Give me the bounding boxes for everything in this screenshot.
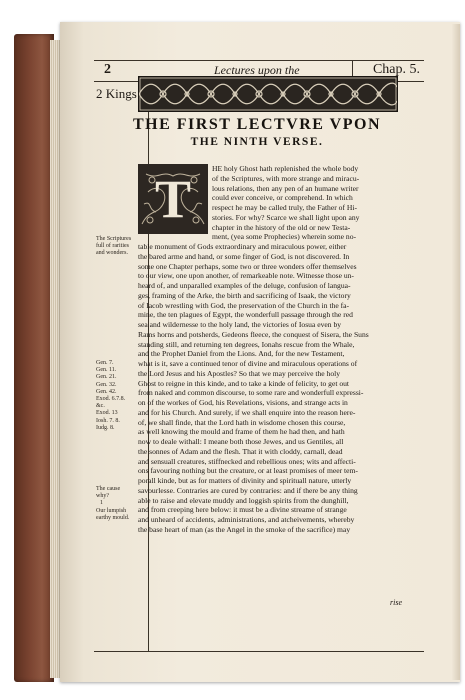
- text-line: standing still, and returning ten degrees, Ionahs rescue from the Whale,: [138, 339, 355, 349]
- text-line: stories. For why? Scarce we shall light upon any: [212, 212, 360, 222]
- text-line: able to raise and elevate muddy and loggish spirits from the dunghill,: [138, 495, 349, 505]
- margin-line: earthy mould.: [96, 514, 130, 521]
- book: [14, 22, 460, 682]
- text-line: porall kinde, but as for matters of divinity and spirituall nature, utterly: [138, 476, 352, 485]
- text-line: respect he may be called truly, the Father of Hi-: [212, 203, 357, 212]
- text-line: the base heart of man (as the Angel in the smoke of the sacrifice) may: [138, 524, 351, 534]
- margin-line: Iosh. 7. 8.: [96, 417, 120, 424]
- chapter-label: Chap. 5.: [372, 62, 420, 77]
- text-line: ment, (yea some Prophecies) wherein some no-: [212, 232, 357, 242]
- margin-line: and wonders.: [96, 250, 128, 257]
- margin-line: full of rarities: [96, 243, 129, 250]
- running-title: Lectures upon the: [214, 63, 300, 77]
- margin-line: Gen. 42.: [96, 388, 117, 395]
- catchword: rise: [390, 598, 402, 607]
- text-line: of Iacob wrestling with God, the preservation of the Church in the fa-: [138, 300, 350, 310]
- text-line: some one Chapter perhaps, some two or three wonders offer themselves: [138, 261, 357, 271]
- text-line: Ghost to reigne in this kinde, and to take a kinde of felicity, to get out: [138, 378, 350, 388]
- text-line: chapter in the history of the old or new Testa-: [212, 222, 351, 232]
- text-line: sea and wildernesse to the holy land, the victories of Iosua even by: [138, 320, 342, 329]
- text-line: mine, the ten plagues of Egypt, the wonderfull passage through the red: [138, 310, 353, 320]
- margin-line: Gen. 7.: [96, 360, 114, 366]
- margin-line: Exod. 13: [96, 410, 118, 417]
- text-line: heard of, and unparalled examples of the deluge, confusion of langua-: [138, 281, 351, 290]
- heading-line-2: THE NINTH VERSE.: [190, 136, 324, 148]
- text-line: what is it, save a continued tenor of divine and miraculous operations of: [138, 359, 358, 368]
- ornament-band: [138, 76, 398, 112]
- text-line: on of the workes of God, his Revelations, visions, and strange acts in: [138, 398, 348, 407]
- heading-line-1: THE FIRST LECTVRE VPON: [132, 116, 381, 133]
- lecture-heading: [116, 116, 398, 148]
- text-line: to our view, one upon another, of remarkeable note. Witnesse those un-: [138, 271, 354, 281]
- margin-line: &c.: [96, 403, 105, 410]
- margin-line: The Scriptures: [96, 236, 132, 242]
- margin-book-title: 2 Kings: [96, 86, 137, 101]
- text-line: of the Scriptures, with more strange and miracu-: [212, 173, 360, 183]
- margin-line: why?: [96, 493, 109, 500]
- text-line: HE holy Ghost hath replenished the whole body: [212, 164, 359, 173]
- margin-line: Gen. 11.: [96, 367, 117, 374]
- text-line: and from creeping here below: it must be a divine streame of strange: [138, 505, 347, 515]
- text-line: and the Prophet Daniel from the Lions. And, for the new Testament,: [138, 349, 345, 359]
- text-line: and sensuall creatures, stiffnecked and rebellious ones; wits and affecti-: [138, 456, 356, 466]
- text-line: ges, framing of the Arke, the birth and sacrificing of Isaak, the victory: [138, 290, 351, 300]
- text-line: the Lord Jesus and his Apostles? So that we may perceive the holy: [138, 368, 341, 378]
- margin-line: Gen. 32.: [96, 381, 117, 388]
- margin-line: 1: [100, 500, 103, 507]
- text-line: as well knowing the mould and frame of them he had then, and hath: [138, 427, 345, 437]
- margin-line: Gen. 21.: [96, 374, 117, 381]
- text-line: of, we shall finde, that the Lord hath in wisdome chosen this course,: [138, 417, 346, 427]
- text-line: from naked and common discourse, to some rare and wonderfull expressi-: [138, 388, 364, 398]
- text-line: the sonnes of Adam and the flesh. That it with cloddy, carnall, dead: [138, 446, 343, 456]
- text-line: and unheard of accidents, administrations, and atcheivements, whereby: [138, 515, 355, 524]
- text-line: savourlesse. Contraries are cured by contraries: and if there be any thing: [138, 485, 358, 495]
- text-line: now to deale withall: I meane both those Jewes, and us Gentiles, all: [138, 437, 344, 446]
- page-number: 2: [104, 62, 111, 77]
- bottom-rule: [94, 651, 424, 652]
- margin-line: Iudg. 8.: [96, 424, 115, 431]
- text-line: table monument of Gods extraordinary and miraculous power, either: [138, 242, 347, 251]
- margin-line: Our lumpish: [96, 507, 127, 514]
- dropcap-letter: T: [154, 169, 192, 229]
- body-text: [138, 164, 402, 535]
- margin-line: The cause: [96, 486, 121, 492]
- page-right-edge: [452, 24, 460, 680]
- margin-line: Exod. 6.7.8.: [96, 396, 126, 403]
- book-page: [60, 22, 460, 682]
- book-cover: [14, 34, 54, 682]
- text-line: lous relations, then any pen of an humane writer: [212, 183, 359, 193]
- text-line: could ever conceive, or comprehend. In which: [212, 193, 353, 203]
- text-line: ons favouring nothing but the creature, or at least promises of meer tem-: [138, 466, 358, 476]
- text-line: Rams horns and potsherds, Gedeons fleece, the conquest of Sisera, the Suns: [138, 329, 369, 339]
- text-line: and for his Church. And surely, if we shall enquire into the reason here-: [138, 407, 356, 417]
- text-line: the bared arme and hand, or some finger of God, is not discovered. In: [138, 251, 350, 261]
